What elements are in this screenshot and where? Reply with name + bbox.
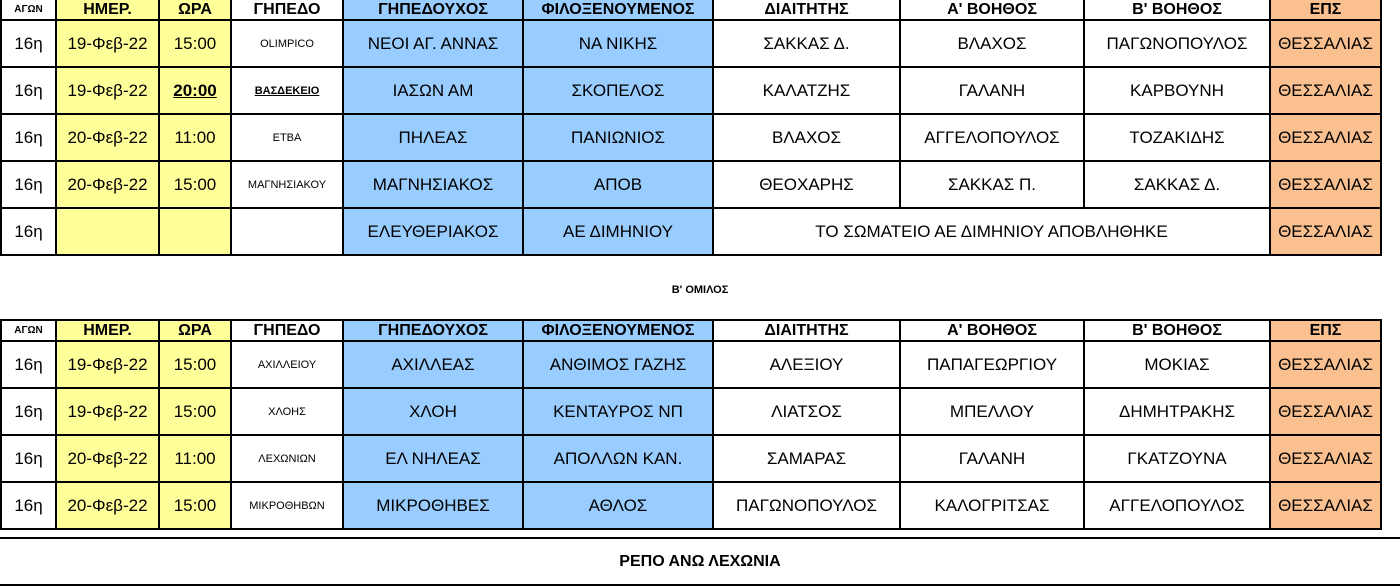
time-cell: 11:00 xyxy=(159,435,231,482)
eps-cell: ΘΕΣΣΑΛΙΑΣ xyxy=(1270,20,1381,67)
header-round: ΑΓΩΝ xyxy=(1,0,56,20)
home-team-cell: ΙΑΣΩΝ ΑΜ xyxy=(343,67,523,114)
assistant2-cell: ΚΑΡΒΟΥΝΗ xyxy=(1084,67,1270,114)
date-cell: 20-Φεβ-22 xyxy=(56,114,159,161)
header-away: ΦΙΛΟΞΕΝΟΥΜΕΝΟΣ xyxy=(523,0,713,20)
date-cell: 20-Φεβ-22 xyxy=(56,435,159,482)
time-cell: 15:00 xyxy=(159,482,231,529)
round-cell: 16η xyxy=(1,435,56,482)
header-referee: ΔΙΑΙΤΗΤΗΣ xyxy=(713,320,900,341)
header-venue: ΓΗΠΕΔΟ xyxy=(231,0,343,20)
away-team-cell: ΚΕΝΤΑΥΡΟΣ ΝΠ xyxy=(523,388,713,435)
away-team-cell: ΑΠΟΛΛΩΝ ΚΑΝ. xyxy=(523,435,713,482)
time-cell: 15:00 xyxy=(159,161,231,208)
home-team-cell: ΜΙΚΡΟΘΗΒΕΣ xyxy=(343,482,523,529)
assistant2-cell: ΔΗΜΗΤΡΑΚΗΣ xyxy=(1084,388,1270,435)
table-row xyxy=(1,435,1381,482)
assistant2-cell: ΣΑΚΚΑΣ Δ. xyxy=(1084,161,1270,208)
assistant2-cell: ΑΓΓΕΛΟΠΟΥΛΟΣ xyxy=(1084,482,1270,529)
group-a-table xyxy=(0,0,1382,256)
date-cell: 19-Φεβ-22 xyxy=(56,67,159,114)
round-cell: 16η xyxy=(1,482,56,529)
referee-cell: ΑΛΕΞΙΟΥ xyxy=(713,341,900,388)
assistant1-cell: ΚΑΛΟΓΡΙΤΣΑΣ xyxy=(900,482,1084,529)
expulsion-note: ΤΟ ΣΩΜΑΤΕΙΟ ΑΕ ΔΙΜΗΝΙΟΥ ΑΠΟΒΛΗΘΗΚΕ xyxy=(713,208,1270,255)
home-team-cell: ΝΕΟΙ ΑΓ. ΑΝΝΑΣ xyxy=(343,20,523,67)
table-row xyxy=(1,161,1381,208)
round-cell: 16η xyxy=(1,114,56,161)
assistant1-cell: ΑΓΓΕΛΟΠΟΥΛΟΣ xyxy=(900,114,1084,161)
assistant1-cell: ΒΛΑΧΟΣ xyxy=(900,20,1084,67)
header-eps: ΕΠΣ xyxy=(1270,320,1381,341)
eps-cell: ΘΕΣΣΑΛΙΑΣ xyxy=(1270,341,1381,388)
away-team-cell: ΠΑΝΙΩΝΙΟΣ xyxy=(523,114,713,161)
round-cell: 16η xyxy=(1,388,56,435)
round-cell: 16η xyxy=(1,20,56,67)
assistant1-cell: ΣΑΚΚΑΣ Π. xyxy=(900,161,1084,208)
venue-cell: ΜΙΚΡΟΘΗΒΩΝ xyxy=(231,482,343,529)
time-cell: 11:00 xyxy=(159,114,231,161)
header-date: ΗΜΕΡ. xyxy=(56,320,159,341)
venue-cell: ΜΑΓΝΗΣΙΑΚΟΥ xyxy=(231,161,343,208)
away-team-cell: ΣΚΟΠΕΛΟΣ xyxy=(523,67,713,114)
venue-cell: ΕΤΒΑ xyxy=(231,114,343,161)
header-eps: ΕΠΣ xyxy=(1270,0,1381,20)
table-row xyxy=(1,341,1381,388)
home-team-cell: ΠΗΛΕΑΣ xyxy=(343,114,523,161)
eps-cell: ΘΕΣΣΑΛΙΑΣ xyxy=(1270,482,1381,529)
referee-cell: ΠΑΓΩΝΟΠΟΥΛΟΣ xyxy=(713,482,900,529)
venue-cell: ΑΧΙΛΛΕΙΟΥ xyxy=(231,341,343,388)
time-cell: 15:00 xyxy=(159,20,231,67)
header-assistant1: Α' ΒΟΗΘΟΣ xyxy=(900,320,1084,341)
time-cell: 15:00 xyxy=(159,341,231,388)
referee-cell: ΚΑΛΑΤΖΗΣ xyxy=(713,67,900,114)
eps-cell: ΘΕΣΣΑΛΙΑΣ xyxy=(1270,161,1381,208)
date-cell-empty xyxy=(56,208,159,255)
assistant1-cell: ΓΑΛΑΝΗ xyxy=(900,67,1084,114)
header-assistant2: Β' ΒΟΗΘΟΣ xyxy=(1084,0,1270,20)
header-time: ΩΡΑ xyxy=(159,0,231,20)
assistant2-cell: ΤΟΖΑΚΙΔΗΣ xyxy=(1084,114,1270,161)
header-home: ΓΗΠΕΔΟΥΧΟΣ xyxy=(343,320,523,341)
date-cell: 20-Φεβ-22 xyxy=(56,482,159,529)
rest-day-note: ΡΕΠΟ ΑΝΩ ΛΕΧΩΝΙΑ xyxy=(0,537,1400,586)
away-team-cell: ΝΑ ΝΙΚΗΣ xyxy=(523,20,713,67)
away-team-cell: ΑΝΘΙΜΟΣ ΓΑΖΗΣ xyxy=(523,341,713,388)
assistant1-cell: ΓΑΛΑΝΗ xyxy=(900,435,1084,482)
table-row xyxy=(1,388,1381,435)
venue-cell: ΒΑΣΔΕΚΕΙΟ xyxy=(231,67,343,114)
referee-cell: ΘΕΟΧΑΡΗΣ xyxy=(713,161,900,208)
table-row xyxy=(1,482,1381,529)
home-team-cell: ΕΛΕΥΘΕΡΙΑΚΟΣ xyxy=(343,208,523,255)
eps-cell: ΘΕΣΣΑΛΙΑΣ xyxy=(1270,114,1381,161)
venue-cell: ΛΕΧΩΝΙΩΝ xyxy=(231,435,343,482)
referee-cell: ΛΙΑΤΣΟΣ xyxy=(713,388,900,435)
assistant2-cell: ΓΚΑΤΖΟΥΝΑ xyxy=(1084,435,1270,482)
round-cell: 16η xyxy=(1,161,56,208)
header-venue: ΓΗΠΕΔΟ xyxy=(231,320,343,341)
referee-cell: ΣΑΚΚΑΣ Δ. xyxy=(713,20,900,67)
venue-cell-empty xyxy=(231,208,343,255)
away-team-cell: ΑΠΟΒ xyxy=(523,161,713,208)
time-cell: 20:00 xyxy=(159,67,231,114)
table-row xyxy=(1,114,1381,161)
referee-cell: ΣΑΜΑΡΑΣ xyxy=(713,435,900,482)
eps-cell: ΘΕΣΣΑΛΙΑΣ xyxy=(1270,67,1381,114)
home-team-cell: ΧΛΟΗ xyxy=(343,388,523,435)
round-cell: 16η xyxy=(1,67,56,114)
header-away: ΦΙΛΟΞΕΝΟΥΜΕΝΟΣ xyxy=(523,320,713,341)
date-cell: 19-Φεβ-22 xyxy=(56,341,159,388)
header-referee: ΔΙΑΙΤΗΤΗΣ xyxy=(713,0,900,20)
header-round: ΑΓΩΝ xyxy=(1,320,56,341)
eps-cell: ΘΕΣΣΑΛΙΑΣ xyxy=(1270,208,1381,255)
date-cell: 19-Φεβ-22 xyxy=(56,20,159,67)
header-row xyxy=(1,0,1381,20)
assistant1-cell: ΠΑΠΑΓΕΩΡΓΙΟΥ xyxy=(900,341,1084,388)
table-row xyxy=(1,20,1381,67)
round-cell: 16η xyxy=(1,208,56,255)
home-team-cell: ΕΛ ΝΗΛΕΑΣ xyxy=(343,435,523,482)
eps-cell: ΘΕΣΣΑΛΙΑΣ xyxy=(1270,388,1381,435)
header-assistant2: Β' ΒΟΗΘΟΣ xyxy=(1084,320,1270,341)
assistant1-cell: ΜΠΕΛΛΟΥ xyxy=(900,388,1084,435)
header-assistant1: Α' ΒΟΗΘΟΣ xyxy=(900,0,1084,20)
assistant2-cell: ΜΟΚΙΑΣ xyxy=(1084,341,1270,388)
header-home: ΓΗΠΕΔΟΥΧΟΣ xyxy=(343,0,523,20)
table-row-expelled xyxy=(1,208,1381,255)
group-b-title: Β' ΟΜΙΛΟΣ xyxy=(671,284,729,296)
home-team-cell: ΑΧΙΛΛΕΑΣ xyxy=(343,341,523,388)
referee-cell: ΒΛΑΧΟΣ xyxy=(713,114,900,161)
group-b-table xyxy=(0,319,1382,530)
date-cell: 20-Φεβ-22 xyxy=(56,161,159,208)
header-time: ΩΡΑ xyxy=(159,320,231,341)
venue-cell: ΧΛΟΗΣ xyxy=(231,388,343,435)
header-date: ΗΜΕΡ. xyxy=(56,0,159,20)
home-team-cell: ΜΑΓΝΗΣΙΑΚΟΣ xyxy=(343,161,523,208)
time-cell-empty xyxy=(159,208,231,255)
time-cell: 15:00 xyxy=(159,388,231,435)
table-row xyxy=(1,67,1381,114)
away-team-cell: ΑΘΛΟΣ xyxy=(523,482,713,529)
date-cell: 19-Φεβ-22 xyxy=(56,388,159,435)
round-cell: 16η xyxy=(1,341,56,388)
away-team-cell: ΑΕ ΔΙΜΗΝΙΟΥ xyxy=(523,208,713,255)
assistant2-cell: ΠΑΓΩΝΟΠΟΥΛΟΣ xyxy=(1084,20,1270,67)
eps-cell: ΘΕΣΣΑΛΙΑΣ xyxy=(1270,435,1381,482)
venue-cell: OLIMPICO xyxy=(231,20,343,67)
header-row xyxy=(1,320,1381,341)
